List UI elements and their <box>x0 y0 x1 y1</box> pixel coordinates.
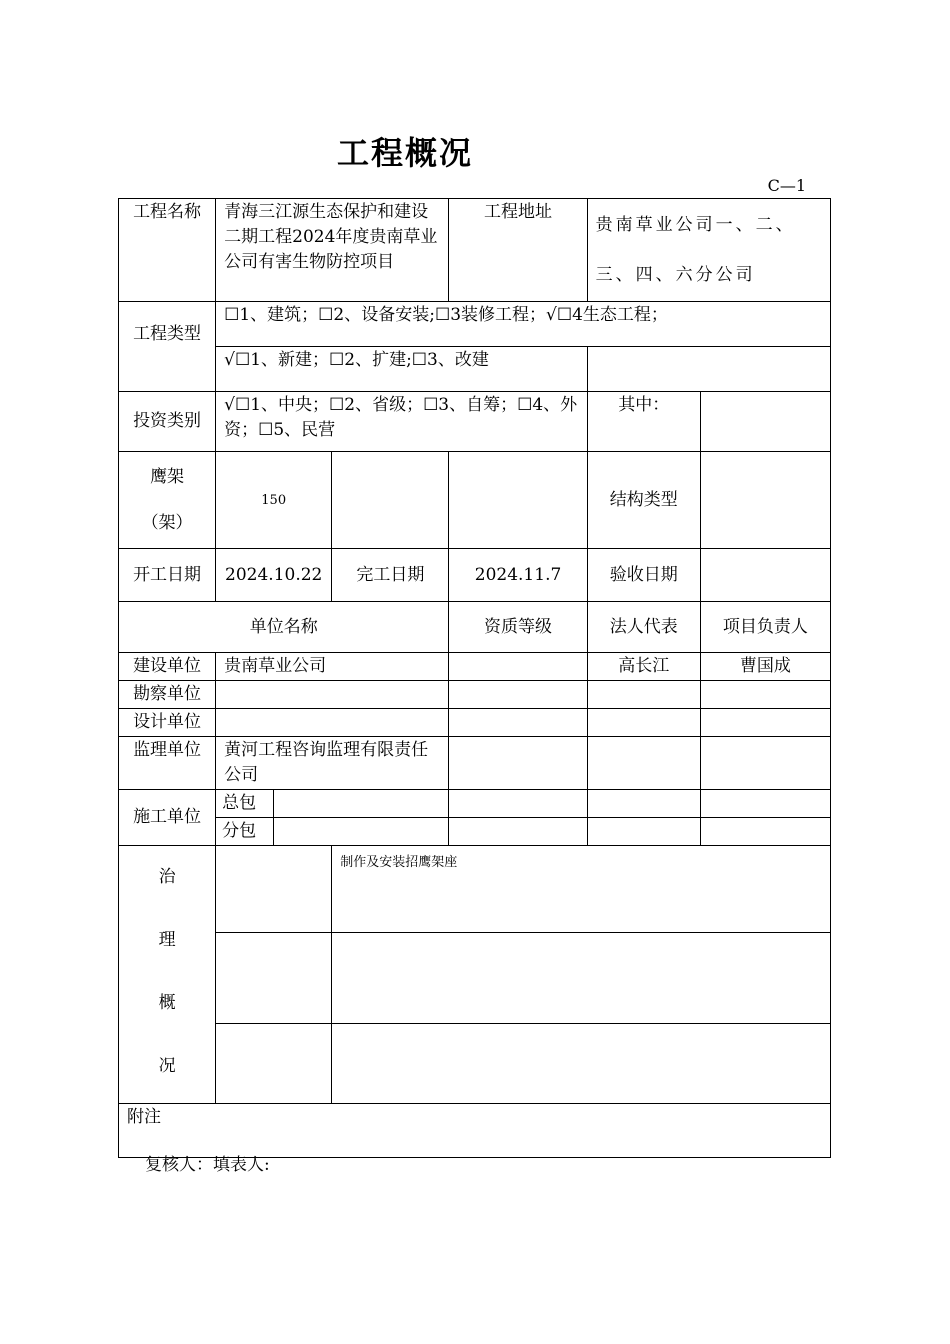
governance-row-3-content[interactable] <box>332 1024 831 1104</box>
manager-header: 项目负责人 <box>700 602 830 653</box>
construction-unit-manager[interactable]: 曹国成 <box>700 653 830 681</box>
project-name-label: 工程名称 <box>119 199 216 302</box>
design-unit-name[interactable] <box>216 709 449 737</box>
general-contract-manager[interactable] <box>700 790 830 818</box>
general-contract-qualification[interactable] <box>449 790 587 818</box>
project-type-extra <box>587 347 830 392</box>
legal-rep-header: 法人代表 <box>587 602 700 653</box>
project-type-label: 工程类型 <box>119 302 216 392</box>
sub-contract-rep[interactable] <box>587 818 700 846</box>
governance-row-2-content[interactable] <box>332 933 831 1024</box>
governance-char-3: 概 <box>158 993 176 1013</box>
construction-unit-label: 建设单位 <box>119 653 216 681</box>
page-title: 工程概况 <box>336 134 473 172</box>
acceptance-date-value[interactable] <box>700 549 830 602</box>
governance-char-4: 况 <box>158 1056 176 1076</box>
general-contract-name[interactable] <box>274 790 449 818</box>
governance-char-1: 治 <box>158 867 176 887</box>
survey-unit-label: 勘察单位 <box>119 681 216 709</box>
end-date-value[interactable]: 2024.11.7 <box>449 549 587 602</box>
survey-unit-qualification[interactable] <box>449 681 587 709</box>
builder-unit-label: 施工单位 <box>119 790 216 846</box>
qualification-header: 资质等级 <box>449 602 587 653</box>
project-address-label: 工程地址 <box>449 199 587 302</box>
sub-contract-name[interactable] <box>274 818 449 846</box>
structure-type-label: 结构类型 <box>587 452 700 549</box>
investment-label: 投资类别 <box>119 392 216 452</box>
project-address-value[interactable]: 贵南草业公司一、二、三、四、六分公司 <box>587 199 830 302</box>
design-unit-manager[interactable] <box>700 709 830 737</box>
governance-char-2: 理 <box>158 930 176 950</box>
sub-contract-manager[interactable] <box>700 818 830 846</box>
sub-contract-label: 分包 <box>216 818 274 846</box>
survey-unit-manager[interactable] <box>700 681 830 709</box>
form-code: C—1 <box>767 176 806 195</box>
project-type-options-2[interactable]: √☐1、新建；☐2、扩建;☐3、改建 <box>216 347 588 392</box>
supervision-unit-rep[interactable] <box>587 737 700 790</box>
general-contract-rep[interactable] <box>587 790 700 818</box>
governance-label <box>119 846 216 1104</box>
footer-signatures: 复核人：填表人: <box>145 1155 270 1175</box>
notes-label: 附注 <box>127 1107 161 1127</box>
sub-contract-qualification[interactable] <box>449 818 587 846</box>
eagle-frame-cell-3[interactable] <box>449 452 587 549</box>
construction-unit-name[interactable]: 贵南草业公司 <box>216 653 449 681</box>
supervision-unit-name[interactable]: 黄河工程咨询监理有限责任公司 <box>216 737 449 790</box>
investment-among-value[interactable] <box>700 392 830 452</box>
structure-type-value[interactable] <box>700 452 830 549</box>
construction-unit-qualification[interactable] <box>449 653 587 681</box>
survey-unit-rep[interactable] <box>587 681 700 709</box>
survey-unit-name[interactable] <box>216 681 449 709</box>
governance-row-1-content[interactable]: 制作及安装招鹰架座 <box>332 846 831 933</box>
end-date-label: 完工日期 <box>332 549 449 602</box>
unit-name-header: 单位名称 <box>119 602 449 653</box>
supervision-unit-label: 监理单位 <box>119 737 216 790</box>
supervision-unit-manager[interactable] <box>700 737 830 790</box>
investment-among-label: 其中： <box>587 392 700 452</box>
governance-row-1-label[interactable] <box>216 846 332 933</box>
eagle-frame-cell-2[interactable] <box>332 452 449 549</box>
eagle-frame-label-line1: 鹰架 <box>150 467 185 487</box>
start-date-label: 开工日期 <box>119 549 216 602</box>
design-unit-label: 设计单位 <box>119 709 216 737</box>
project-name-value[interactable]: 青海三江源生态保护和建设二期工程2024年度贵南草业公司有害生物防控项目 <box>216 199 449 302</box>
start-date-value[interactable]: 2024.10.22 <box>216 549 332 602</box>
acceptance-date-label: 验收日期 <box>587 549 700 602</box>
eagle-frame-value[interactable]: 150 <box>216 452 332 549</box>
governance-row-2-label[interactable] <box>216 933 332 1024</box>
design-unit-rep[interactable] <box>587 709 700 737</box>
design-unit-qualification[interactable] <box>449 709 587 737</box>
project-overview-table <box>118 198 831 1158</box>
eagle-frame-label-line2: （架） <box>141 513 193 533</box>
investment-options[interactable]: √☐1、中央；☐2、省级；☐3、自筹；☐4、外资；☐5、民营 <box>216 392 588 452</box>
project-type-options-1[interactable]: ☐1、建筑；☐2、设备安装;☐3装修工程；√☐4生态工程； <box>216 302 831 347</box>
governance-row-3-label[interactable] <box>216 1024 332 1104</box>
construction-unit-rep[interactable]: 高长江 <box>587 653 700 681</box>
general-contract-label: 总包 <box>216 790 274 818</box>
supervision-unit-qualification[interactable] <box>449 737 587 790</box>
eagle-frame-label <box>119 452 216 549</box>
